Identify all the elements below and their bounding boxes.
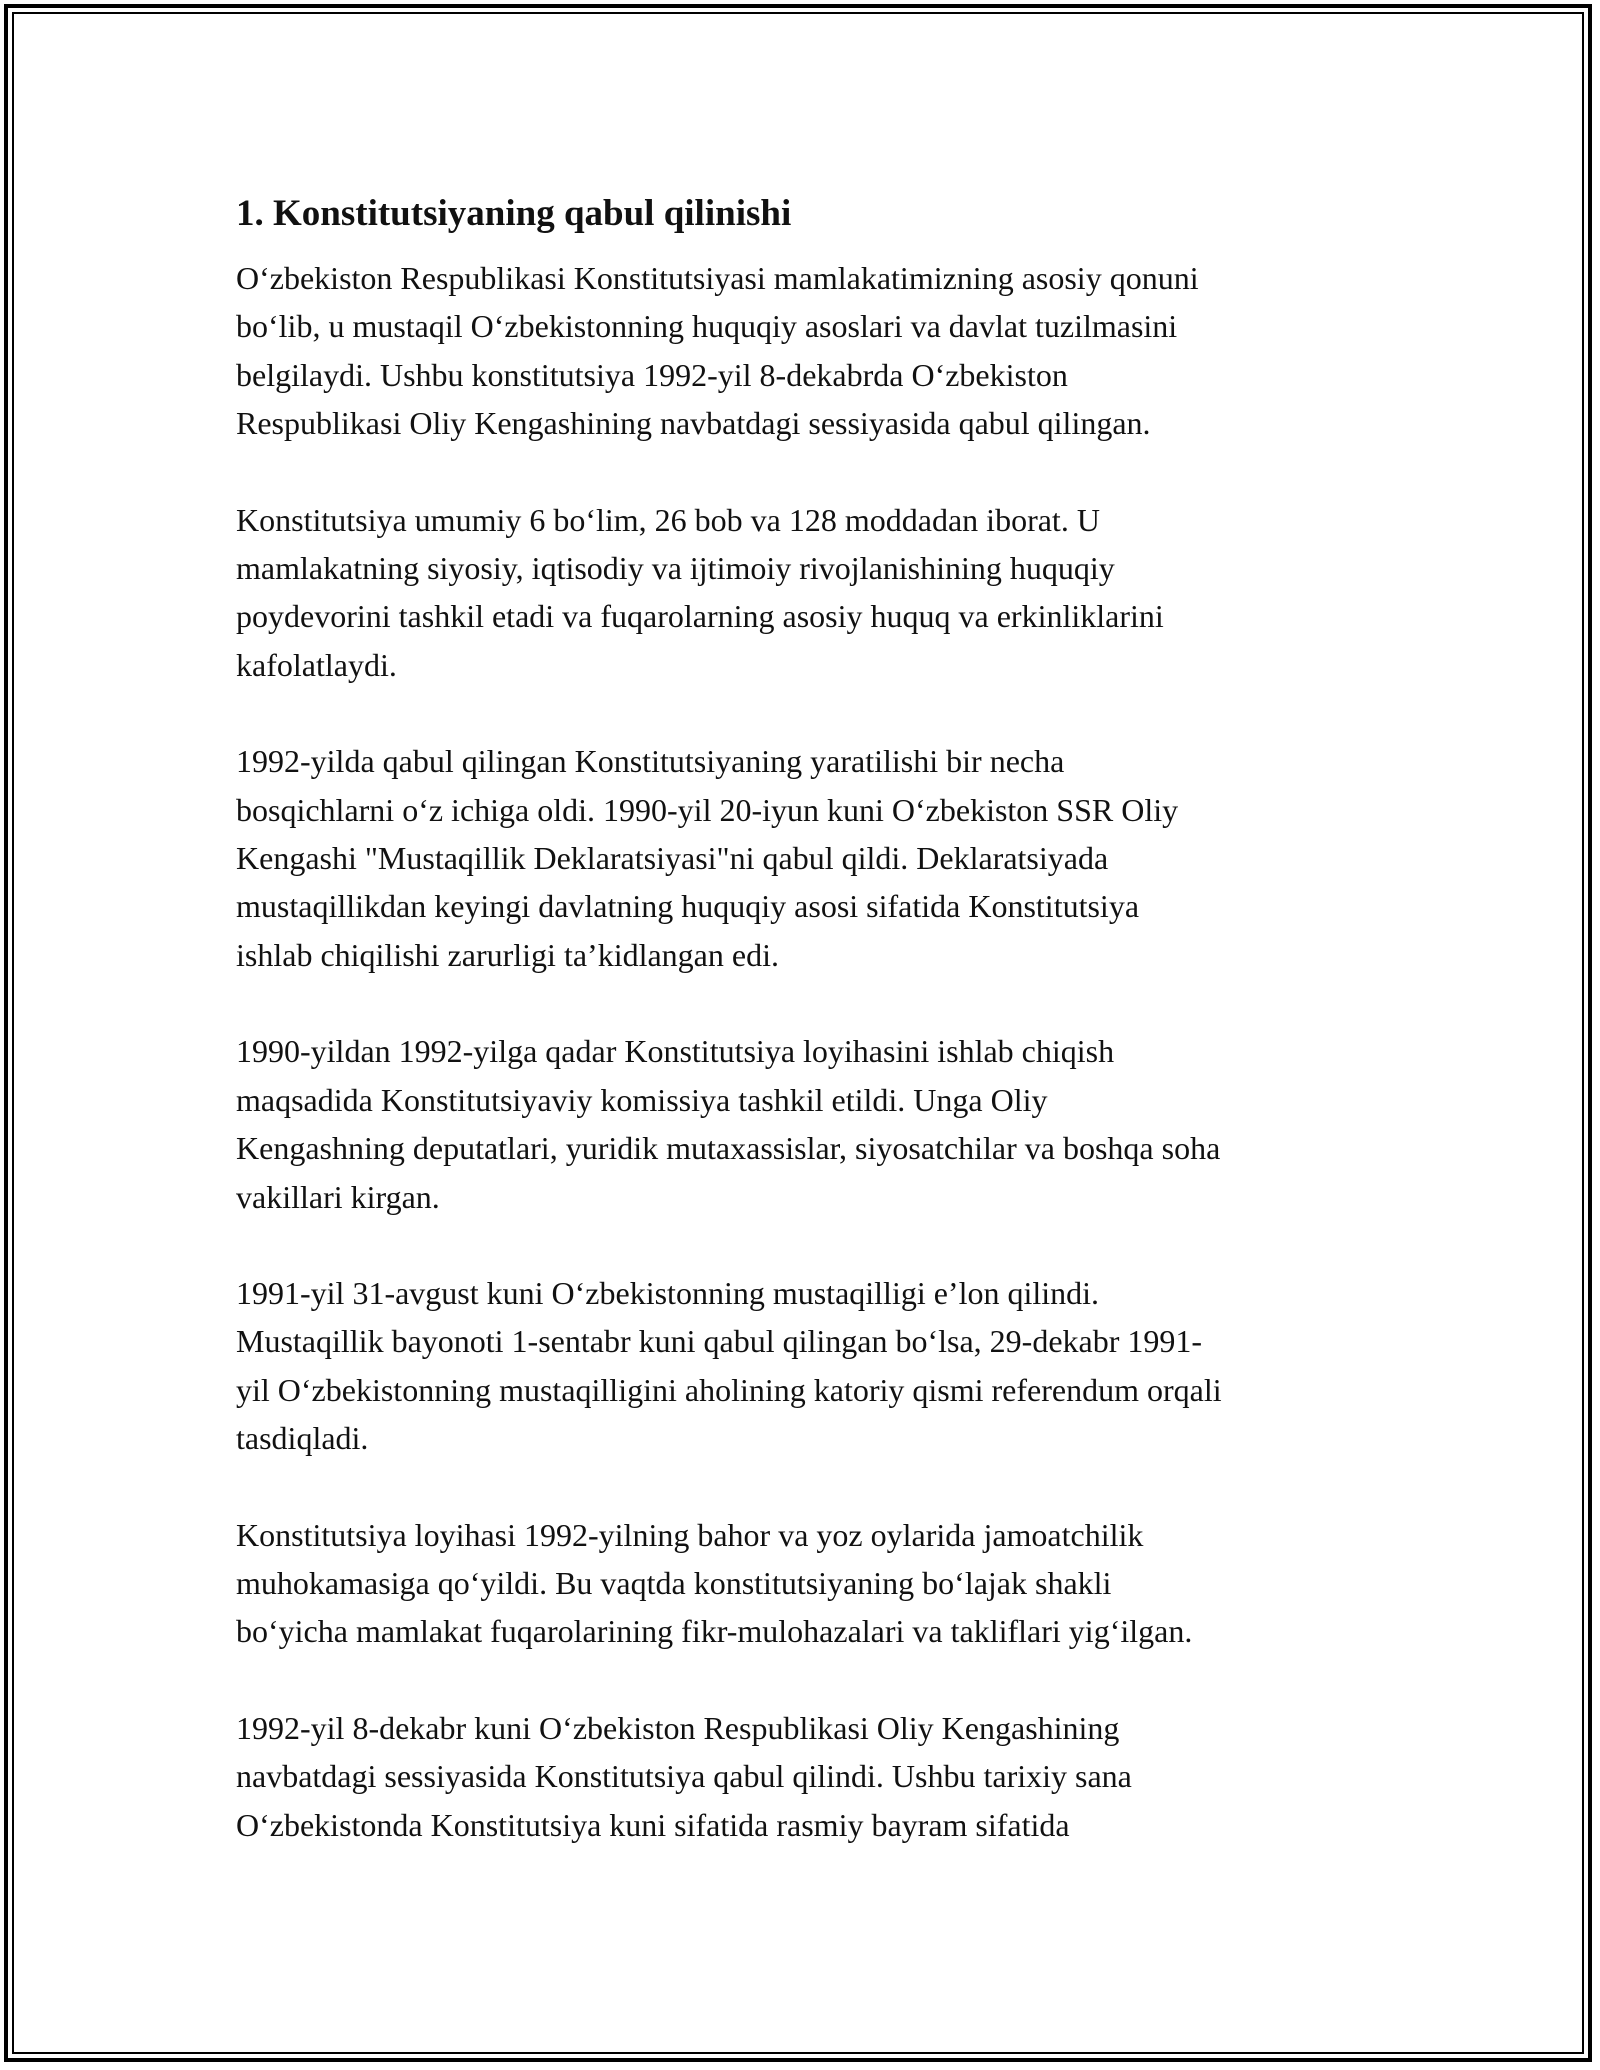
paragraph-line: bo‘yicha mamlakat fuqarolarining fikr-mulohazalari va takliflari yig‘ilgan. <box>236 1613 1193 1650</box>
paragraph <box>236 1027 1376 1221</box>
paragraph-line: navbatdagi sessiyasida Konstitutsiya qabul qilindi. Ushbu tarixiy sana <box>236 1758 1132 1795</box>
paragraph-line: 1992-yilda qabul qilingan Konstitutsiyaning yaratilishi bir necha <box>236 743 1065 780</box>
paragraph-line: 1992-yil 8-dekabr kuni O‘zbekiston Respublikasi Oliy Kengashining <box>236 1709 1120 1746</box>
paragraph-line: O‘zbekistonda Konstitutsiya kuni sifatida rasmiy bayram sifatida <box>236 1806 1070 1843</box>
paragraph-line: 1991-yil 31-avgust kuni O‘zbekistonning mustaqilligi e’lon qilindi. <box>236 1274 1100 1311</box>
paragraph-line: Mustaqillik bayonoti 1-sentabr kuni qabul qilingan bo‘lsa, 29-dekabr 1991- <box>236 1323 1203 1360</box>
paragraph-list <box>236 254 1376 1849</box>
section-heading: 1. Konstitutsiyaning qabul qilinishi <box>236 193 792 234</box>
paragraph-line: muhokamasiga qo‘yildi. Bu vaqtda konstitutsiyaning bo‘lajak shakli <box>236 1564 1112 1601</box>
paragraph-line: Konstitutsiya umumiy 6 bo‘lim, 26 bob va 128 moddadan iborat. U <box>236 501 1100 538</box>
paragraph-line: mustaqillikdan keyingi davlatning huquqiy asosi sifatida Konstitutsiya <box>236 888 1140 925</box>
paragraph-line: tasdiqladi. <box>236 1420 369 1457</box>
paragraph <box>236 1511 1376 1656</box>
paragraph-line: yil O‘zbekistonning mustaqilligini aholining katoriy qismi referendum orqali <box>236 1371 1222 1408</box>
paragraph <box>236 496 1376 690</box>
paragraph-line: Kengashning deputatlari, yuridik mutaxassislar, siyosatchilar va boshqa soha <box>236 1130 1221 1167</box>
paragraph-line: mamlakatning siyosiy, iqtisodiy va ijtimoiy rivojlanishining huquqiy <box>236 550 1115 587</box>
paragraph-line: maqsadida Konstitutsiyaviy komissiya tashkil etildi. Unga Oliy <box>236 1081 1048 1118</box>
paragraph-line: bo‘lib, u mustaqil O‘zbekistonning huquqiy asoslari va davlat tuzilmasini <box>236 308 1178 345</box>
paragraph-line: poydevorini tashkil etadi va fuqarolarning asosiy huquq va erkinliklarini <box>236 598 1164 635</box>
paragraph <box>236 1269 1376 1463</box>
paragraph-line: 1990-yildan 1992-yilga qadar Konstitutsiya loyihasini ishlab chiqish <box>236 1033 1115 1070</box>
paragraph-line: Kengashi "Mustaqillik Deklaratsiyasi"ni qabul qildi. Deklaratsiyada <box>236 840 1109 877</box>
paragraph <box>236 1704 1376 1849</box>
paragraph <box>236 737 1376 979</box>
paragraph <box>236 254 1376 448</box>
paragraph-line: kafolatlaydi. <box>236 646 397 683</box>
paragraph-line: ishlab chiqilishi zarurligi ta’kidlangan edi. <box>236 936 779 973</box>
paragraph-line: bosqichlarni o‘z ichiga oldi. 1990-yil 20-iyun kuni O‘zbekiston SSR Oliy <box>236 791 1179 828</box>
paragraph-line: belgilaydi. Ushbu konstitutsiya 1992-yil 8-dekabrda O‘zbekiston <box>236 356 1068 393</box>
paragraph-line: vakillari kirgan. <box>236 1178 440 1215</box>
document-body <box>236 188 1376 1897</box>
paragraph-line: O‘zbekiston Respublikasi Konstitutsiyasi mamlakatimizning asosiy qonuni <box>236 260 1199 296</box>
paragraph-line: Respublikasi Oliy Kengashining navbatdagi sessiyasida qabul qilingan. <box>236 405 1151 442</box>
paragraph-line: Konstitutsiya loyihasi 1992-yilning bahor va yoz oylarida jamoatchilik <box>236 1516 1144 1553</box>
